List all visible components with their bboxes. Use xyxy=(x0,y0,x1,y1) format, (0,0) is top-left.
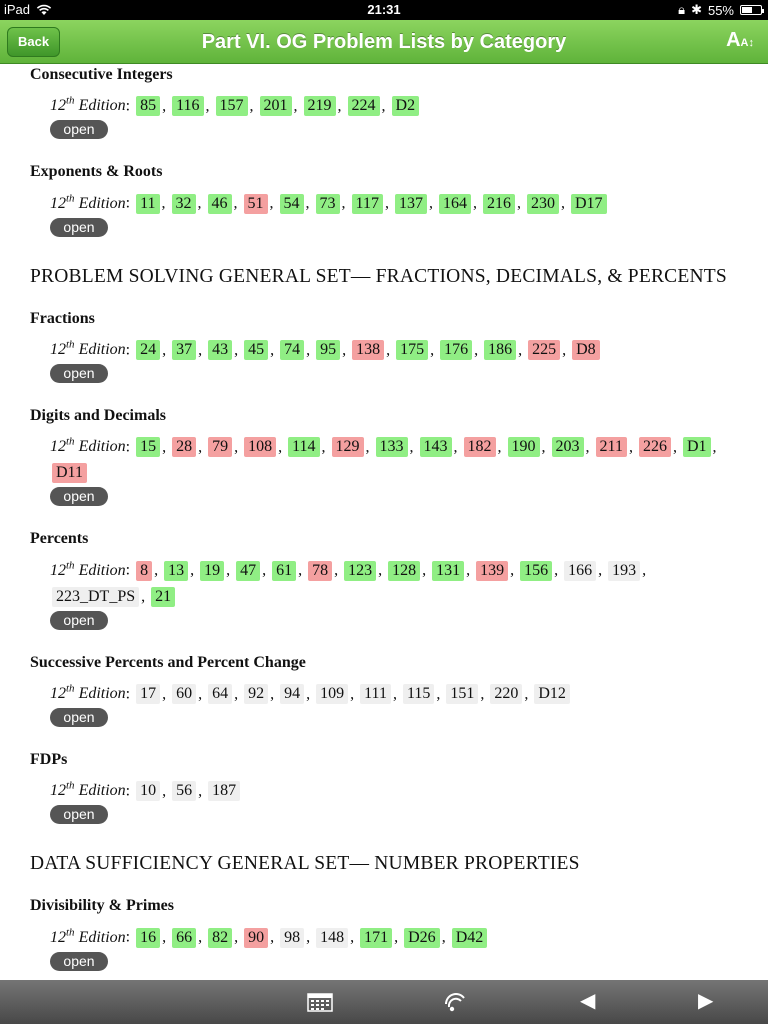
problem-number-green[interactable]: 203 xyxy=(552,437,584,457)
problem-number-red[interactable]: 139 xyxy=(476,561,508,581)
problem-number-red[interactable]: 28 xyxy=(172,437,196,457)
edition-label xyxy=(50,926,126,946)
problem-number-green[interactable]: 13 xyxy=(164,561,188,581)
share-icon[interactable] xyxy=(443,990,467,1014)
open-button[interactable]: open xyxy=(50,805,108,824)
problem-number-red[interactable]: 79 xyxy=(208,437,232,457)
edition-suffix: th xyxy=(66,559,75,572)
edition-label xyxy=(50,338,126,358)
problem-number-green[interactable]: 133 xyxy=(376,437,408,457)
problem-number-green[interactable]: 156 xyxy=(520,561,552,581)
problem-number-gray[interactable]: 220 xyxy=(490,684,522,704)
battery-percent: 55% xyxy=(707,2,734,18)
problem-number-green[interactable]: 37 xyxy=(172,340,196,360)
problem-number-gray[interactable]: 115 xyxy=(403,684,434,704)
section-heading: DATA SUFFICIENCY GENERAL SET— NUMBER PROPERTIES xyxy=(30,853,580,875)
problem-number-red[interactable]: 225 xyxy=(528,340,560,360)
problem-number-green[interactable]: 54 xyxy=(280,194,304,214)
problem-number-gray[interactable]: 109 xyxy=(316,684,348,704)
problem-number-gray[interactable]: 17 xyxy=(136,684,160,704)
problem-number-green[interactable]: D2 xyxy=(392,96,420,116)
problem-number-green[interactable]: 114 xyxy=(288,437,319,457)
status-bar xyxy=(0,0,768,20)
problem-number-gray[interactable]: 64 xyxy=(208,684,232,704)
problem-number-green[interactable]: 24 xyxy=(136,340,160,360)
topic-title: Percents xyxy=(30,530,89,548)
problem-number-green[interactable]: 15 xyxy=(136,437,160,457)
problem-number-red[interactable]: 78 xyxy=(308,561,332,581)
open-button[interactable]: open xyxy=(50,120,108,139)
problem-number-green[interactable]: 74 xyxy=(280,340,304,360)
edition-problem-list: 12th Edition: 24 , 37 , 43 , 45 , 74 , 95 , 138 , 175 , 176 , 186 , 225 , D8 xyxy=(30,332,738,363)
topic-block xyxy=(30,897,738,970)
topic-block xyxy=(30,407,738,506)
problem-number-red[interactable]: 211 xyxy=(596,437,627,457)
topic-block xyxy=(30,751,738,824)
topic-block xyxy=(30,530,738,629)
edition-label xyxy=(50,682,126,702)
problem-number-green[interactable]: 171 xyxy=(360,928,392,948)
problem-number-green[interactable]: 143 xyxy=(420,437,452,457)
problem-number-green[interactable]: 186 xyxy=(484,340,516,360)
edition-word: Edition xyxy=(74,684,126,702)
edition-word: Edition xyxy=(74,340,126,358)
problem-number-green[interactable]: D42 xyxy=(452,928,488,948)
problem-number-green[interactable]: 216 xyxy=(483,194,515,214)
edition-suffix: th xyxy=(66,682,75,695)
problem-number-green[interactable]: 19 xyxy=(200,561,224,581)
edition-number: 12 xyxy=(50,684,66,702)
edition-label xyxy=(50,559,126,579)
problem-number-red[interactable]: D8 xyxy=(572,340,600,360)
problem-number-green[interactable]: 176 xyxy=(440,340,472,360)
problem-number-green[interactable]: 224 xyxy=(348,96,380,116)
problem-number-green[interactable]: 46 xyxy=(208,194,232,214)
topic-title: FDPs xyxy=(30,750,68,768)
calendar-icon[interactable] xyxy=(307,992,333,1012)
section-heading: PROBLEM SOLVING GENERAL SET— FRACTIONS, DECIMALS, & PERCENTS xyxy=(30,265,727,287)
edition-number: 12 xyxy=(50,97,66,115)
problem-number-green[interactable]: 117 xyxy=(352,194,383,214)
problem-number-green[interactable]: 137 xyxy=(395,194,427,214)
next-page-button[interactable]: ▶ xyxy=(698,990,714,1012)
problem-number-green[interactable]: 219 xyxy=(304,96,336,116)
edition-problem-list: 12th Edition: 85 , 116 , 157 , 201 , 219 , 224 , D2 xyxy=(30,88,738,119)
problem-number-green[interactable]: 43 xyxy=(208,340,232,360)
orientation-lock-icon: 🔒︎ xyxy=(678,2,686,17)
edition-problem-list: 12th Edition: 10 , 56 , 187 xyxy=(30,773,738,804)
problem-number-green[interactable]: 47 xyxy=(236,561,260,581)
problem-number-green[interactable]: 123 xyxy=(344,561,376,581)
edition-label xyxy=(50,97,126,114)
topic-block xyxy=(30,163,738,236)
open-button[interactable]: open xyxy=(50,611,108,630)
edition-label xyxy=(50,779,126,800)
topic-block xyxy=(30,654,738,727)
problem-number-green[interactable]: 116 xyxy=(172,96,203,116)
content-area[interactable] xyxy=(0,64,768,980)
problem-number-gray[interactable]: 94 xyxy=(280,684,304,704)
problem-number-green[interactable]: 45 xyxy=(244,340,268,360)
problem-number-red[interactable]: 8 xyxy=(136,561,152,581)
edition-problem-list: 12th Edition: 11 , 32 , 46 , 51 , 54 , 73 , 117 , 137 , 164 , 216 , 230 , D17 xyxy=(30,185,738,216)
problem-number-gray[interactable]: 98 xyxy=(280,928,304,948)
problem-number-green[interactable]: 66 xyxy=(172,928,196,948)
problem-number-green[interactable]: 128 xyxy=(388,561,420,581)
edition-label xyxy=(50,192,126,212)
topic-block xyxy=(30,310,738,383)
problem-number-green[interactable]: 95 xyxy=(316,340,340,360)
problem-number-green[interactable]: 21 xyxy=(151,587,175,607)
edition-suffix: th xyxy=(66,95,75,107)
problem-number-gray[interactable]: 193 xyxy=(608,561,640,581)
problem-number-green[interactable]: 32 xyxy=(172,194,196,214)
previous-page-button[interactable]: ◀ xyxy=(580,990,596,1012)
topic-title: Exponents & Roots xyxy=(30,163,163,181)
problem-number-gray[interactable]: 92 xyxy=(244,684,268,704)
problem-number-gray[interactable]: 151 xyxy=(446,684,478,704)
device-name: iPad xyxy=(4,2,31,17)
open-button[interactable]: open xyxy=(50,487,108,506)
problem-number-gray[interactable]: 148 xyxy=(316,928,348,948)
edition-suffix: th xyxy=(66,779,75,792)
edition-number: 12 xyxy=(50,928,66,946)
battery-icon xyxy=(740,5,762,15)
font-size-big-label: A xyxy=(726,29,741,51)
problem-number-gray[interactable]: 60 xyxy=(172,684,196,704)
open-button[interactable]: open xyxy=(50,364,108,383)
topic-title: Digits and Decimals xyxy=(30,406,166,424)
battery-level xyxy=(742,7,752,13)
topic-title: Successive Percents and Percent Change xyxy=(30,653,306,671)
topic-title: Divisibility & Primes xyxy=(30,897,174,915)
topic-title: Consecutive Integers xyxy=(30,66,173,83)
problem-number-gray[interactable]: 10 xyxy=(136,781,160,801)
topic-title: Fractions xyxy=(30,309,95,327)
problem-number-red[interactable]: 129 xyxy=(332,437,364,457)
edition-number: 12 xyxy=(50,782,66,800)
open-button[interactable]: open xyxy=(50,708,108,727)
edition-word: Edition xyxy=(74,561,126,579)
edition-suffix: th xyxy=(66,926,75,939)
problem-number-red[interactable]: 90 xyxy=(244,928,268,948)
open-button[interactable]: open xyxy=(50,218,108,237)
edition-suffix: th xyxy=(66,338,75,351)
problem-number-green[interactable]: D17 xyxy=(571,194,607,214)
navigation-bar xyxy=(0,20,768,64)
edition-suffix: th xyxy=(66,192,75,205)
problem-number-green[interactable]: D1 xyxy=(683,437,711,457)
edition-number: 12 xyxy=(50,194,66,212)
problem-number-gray[interactable]: 111 xyxy=(360,684,391,704)
bottom-toolbar xyxy=(0,980,768,1024)
problem-number-red[interactable]: 108 xyxy=(244,437,276,457)
edition-problem-list: 12th Edition: 16 , 66 , 82 , 90 , 98 , 148 , 171 , D26 , D42 xyxy=(30,919,738,950)
bluetooth-icon: ✱ xyxy=(691,2,702,17)
edition-number: 12 xyxy=(50,340,66,358)
edition-number: 12 xyxy=(50,561,66,579)
problem-number-green[interactable]: 157 xyxy=(216,96,248,116)
page-title: Part VI. OG Problem Lists by Category xyxy=(201,31,567,53)
edition-word: Edition xyxy=(74,194,126,212)
problem-number-gray[interactable]: 223_DT_PS xyxy=(52,587,139,607)
problem-number-red[interactable]: 226 xyxy=(639,437,671,457)
problem-number-red[interactable]: D11 xyxy=(52,463,87,483)
problem-number-green[interactable]: 190 xyxy=(508,437,540,457)
problem-number-green[interactable]: D26 xyxy=(404,928,440,948)
edition-problem-list: 12th Edition: 15 , 28 , 79 , 108 , 114 , 129 , 133 , 143 , 182 , 190 , 203 , 211 , 226 , D1 , D11 xyxy=(50,435,717,482)
problem-number-gray[interactable]: 56 xyxy=(172,781,196,801)
problem-number-red[interactable]: 182 xyxy=(464,437,496,457)
edition-number: 12 xyxy=(50,438,66,456)
edition-word: Edition xyxy=(74,928,126,946)
topic-block xyxy=(30,66,738,139)
edition-label xyxy=(50,435,126,456)
clock: 21:31 xyxy=(367,2,401,17)
problem-number-red[interactable]: 138 xyxy=(352,340,384,360)
problem-number-green[interactable]: 131 xyxy=(432,561,464,581)
back-button[interactable]: Back xyxy=(7,27,60,57)
problem-number-gray[interactable]: D12 xyxy=(534,684,570,704)
problem-number-red[interactable]: 51 xyxy=(244,194,268,214)
edition-word: Edition xyxy=(74,782,126,800)
problem-number-gray[interactable]: 187 xyxy=(208,781,240,801)
problem-number-gray[interactable]: 166 xyxy=(564,561,596,581)
problem-number-green[interactable]: 175 xyxy=(396,340,428,360)
edition-word: Edition xyxy=(74,97,126,115)
edition-suffix: th xyxy=(66,435,75,448)
edition-word: Edition xyxy=(74,438,126,456)
problem-number-green[interactable]: 164 xyxy=(439,194,471,214)
problem-number-green[interactable]: 201 xyxy=(260,96,292,116)
problem-number-green[interactable]: 230 xyxy=(527,194,559,214)
problem-number-green[interactable]: 73 xyxy=(316,194,340,214)
problem-number-green[interactable]: 16 xyxy=(136,928,160,948)
problem-number-green[interactable]: 61 xyxy=(272,561,296,581)
edition-problem-list: 12th Edition: 17 , 60 , 64 , 92 , 94 , 109 , 111 , 115 , 151 , 220 , D12 xyxy=(30,676,738,707)
open-button[interactable]: open xyxy=(50,952,108,971)
font-size-button[interactable] xyxy=(726,29,754,52)
problem-number-green[interactable]: 11 xyxy=(136,194,159,214)
problem-number-green[interactable]: 82 xyxy=(208,928,232,948)
problem-number-green[interactable]: 85 xyxy=(136,96,160,116)
font-size-small-label: A↕ xyxy=(740,37,754,49)
edition-problem-list: 12th Edition: 8 , 13 , 19 , 47 , 61 , 78 , 123 , 128 , 131 , 139 , 156 , 166 , 193 , 223_DT_PS , 21 xyxy=(50,559,647,605)
